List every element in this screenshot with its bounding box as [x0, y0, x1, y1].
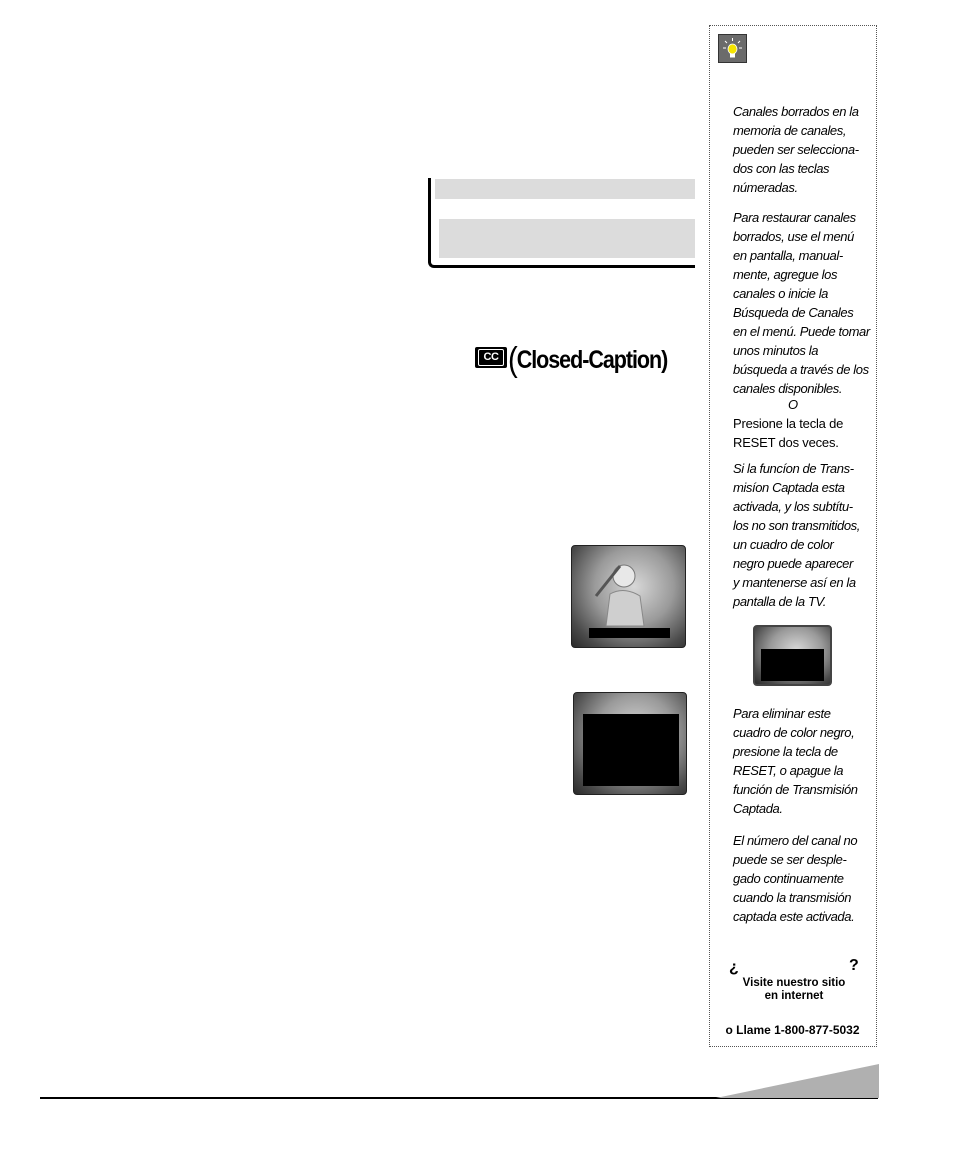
lightbulb-icon [718, 34, 747, 63]
website-label: Visite nuestro sitio en internet [742, 977, 846, 1002]
section-heading: (Closed-Caption) [508, 341, 668, 379]
tip-remove-black-box: Para eliminar este cuadro de color negro, presione la tecla de RESET, o apague la función de Transmisión Captada. [733, 706, 858, 816]
question-open-mark: ¿ [729, 959, 739, 976]
tip-channel-number: El número del canal no puede se ser desple- gado continuamente cuando la transmisión captada este activada. [733, 833, 858, 924]
tv-black-box-thumbnail [753, 625, 832, 686]
tv-caption-text-image [571, 545, 686, 648]
or-label: O [788, 397, 799, 412]
tip-deleted-channels: Canales borrados en la memoria de canales, pueden ser selecciona- dos con las teclas númeradas. [733, 104, 859, 195]
phone-label: o Llame 1-800-877-5032 [725, 1023, 860, 1037]
tip-reset-twice: Presione la tecla de RESET dos veces. [733, 416, 844, 450]
tv-caption-box-image [573, 692, 687, 795]
caption-black-box [583, 714, 679, 786]
info-box-body-bar [439, 219, 695, 258]
tip-restore-channels: Para restaurar canales borrados, use el menú en pantalla, manual- mente, agregue los canales o inicie la Búsqueda de Canales en el menú. Puede tomar unos minutos la búsqueda a través de los canales disponibles. [733, 210, 870, 396]
black-caption-box [761, 649, 824, 681]
info-box-header-bar [435, 179, 695, 199]
page-corner-triangle [716, 1064, 879, 1098]
closed-caption-icon: CC [475, 347, 507, 368]
tip-black-box: Si la funcíon de Trans- misíon Captada esta activada, y los subtítu- los no son transmitidos, un cuadro de color negro puede aparecer y mantenerse así en la pantalla de la TV. [733, 461, 860, 609]
caption-text-strip [589, 628, 670, 638]
question-close-mark: ? [849, 957, 859, 974]
